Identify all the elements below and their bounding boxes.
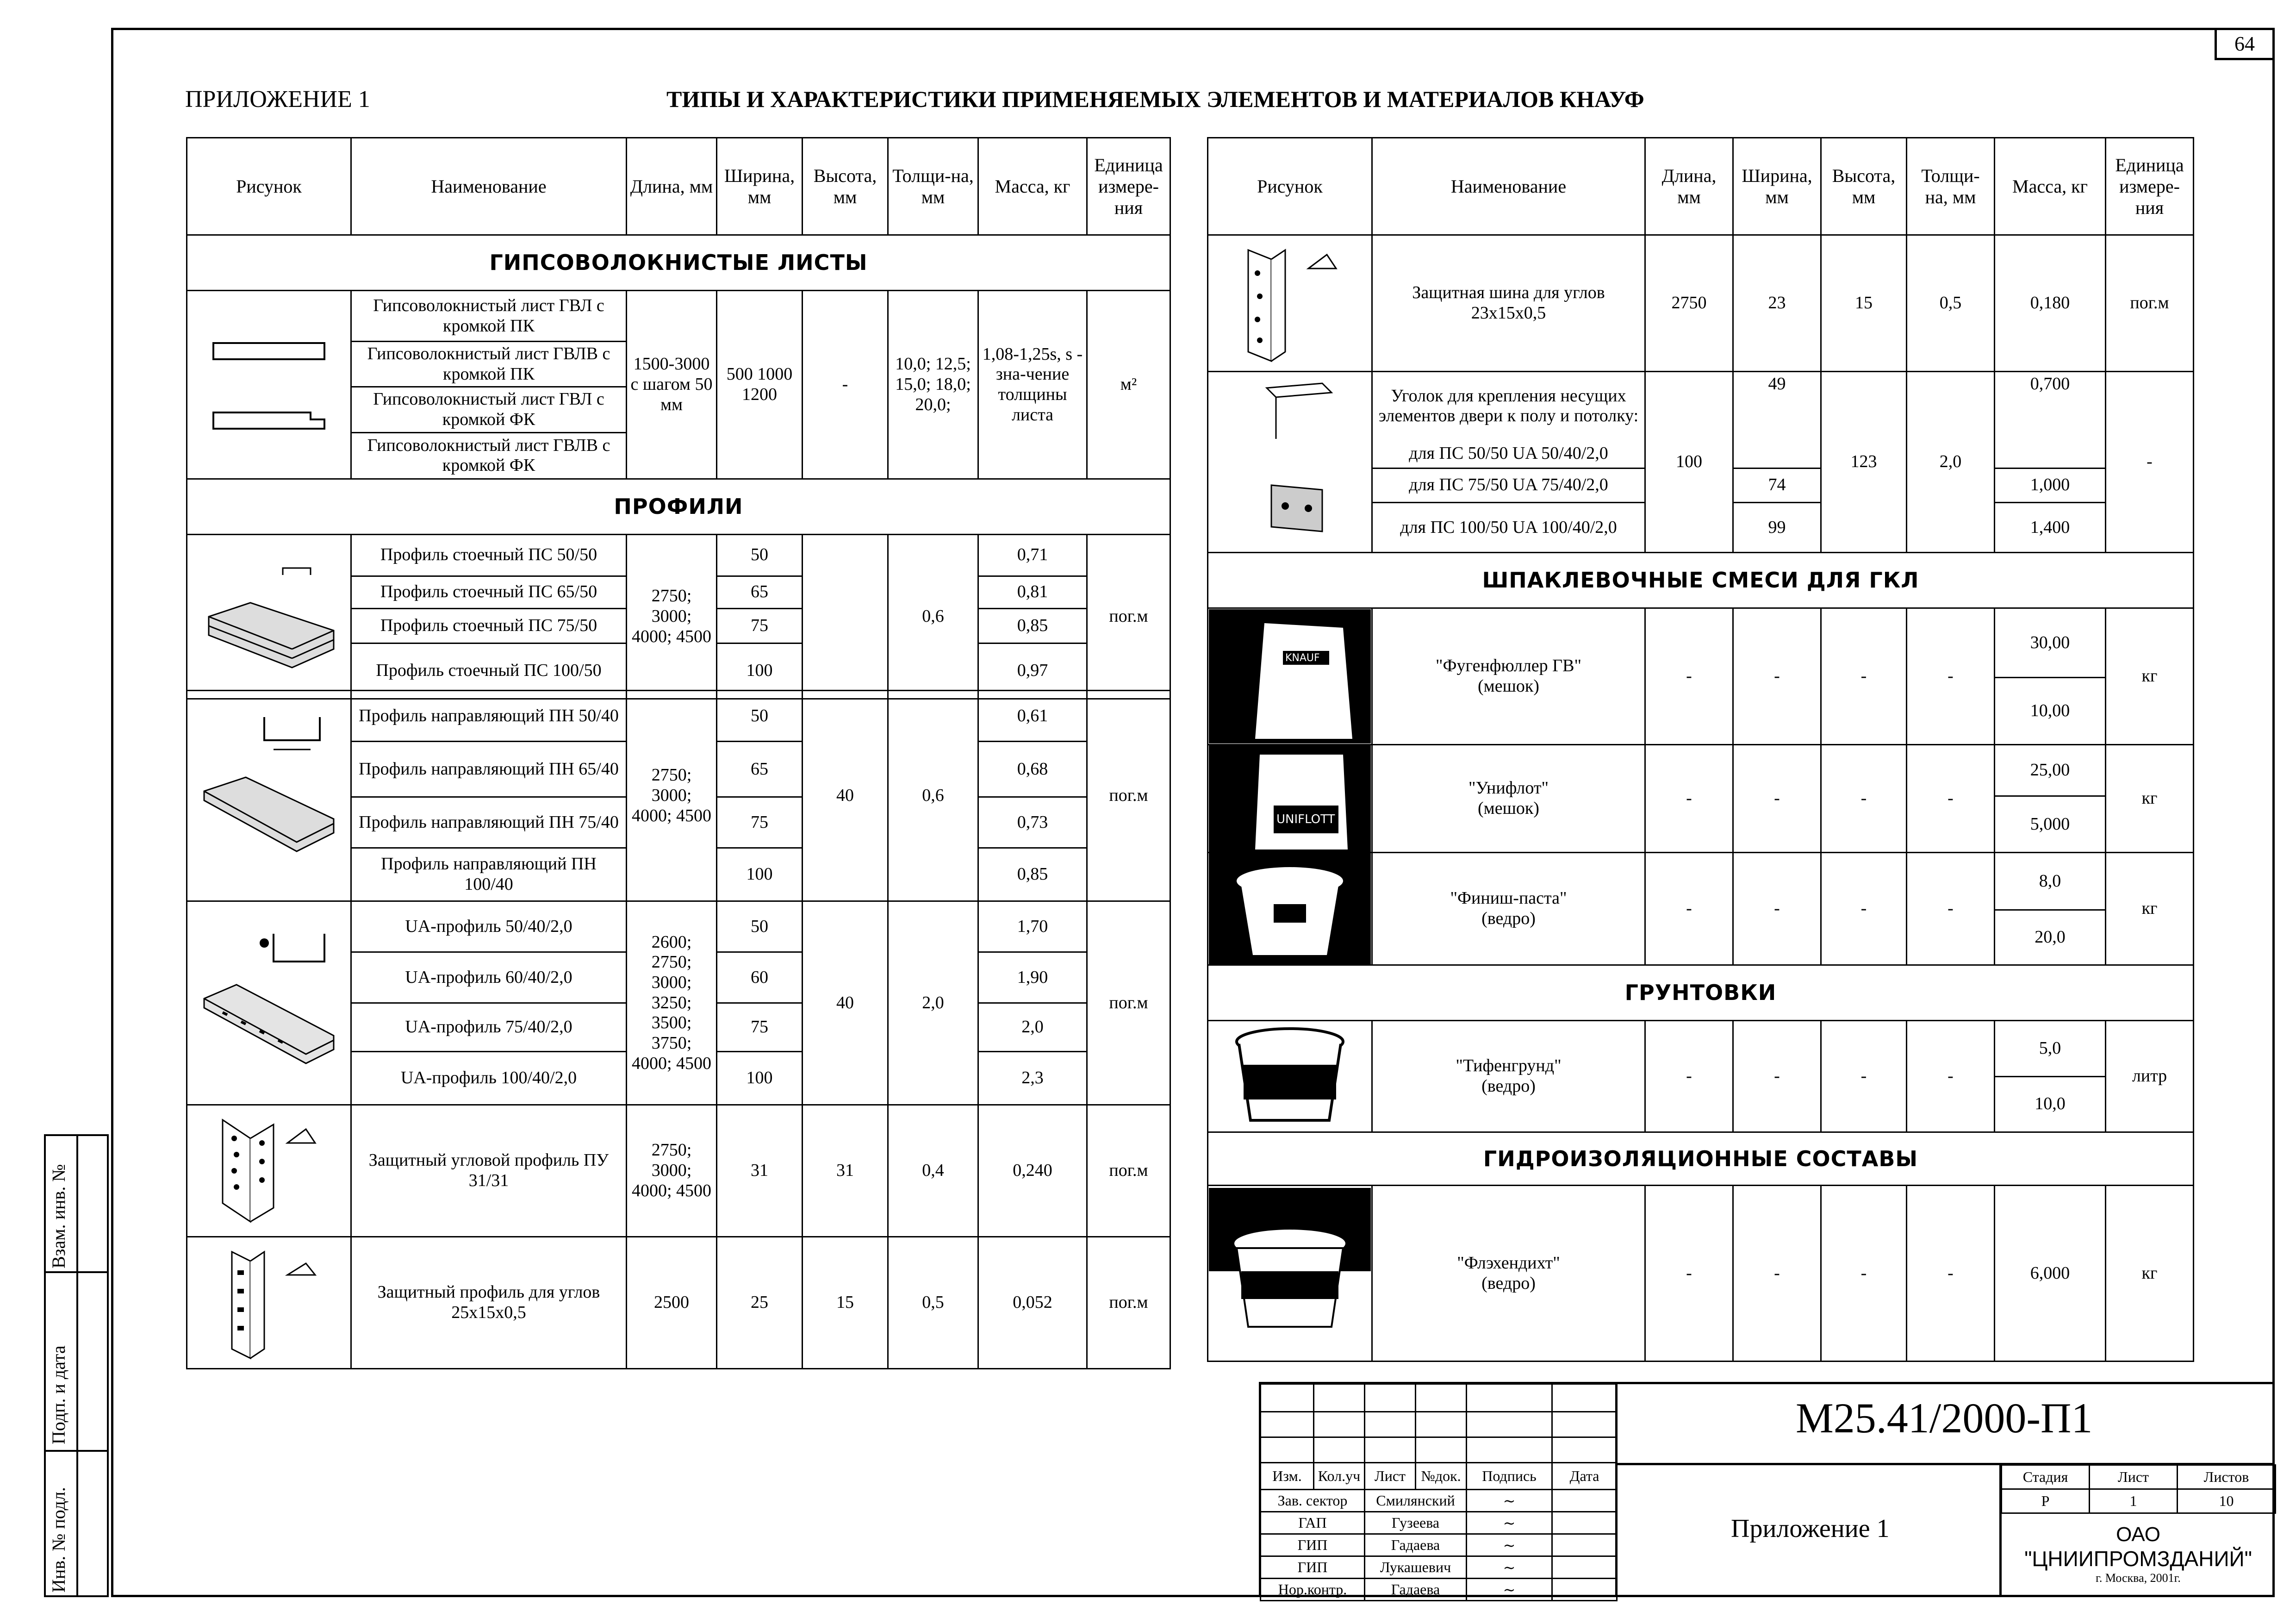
section-putty: ШПАКЛЕВОЧНЫЕ СМЕСИ ДЛЯ ГКЛ (1208, 553, 2194, 608)
signature: ~ (1467, 1579, 1552, 1601)
pn-mass: 0,68 (978, 742, 1087, 797)
sheet-value: 1 (2090, 1489, 2178, 1513)
fugen-mass: 10,00 (1995, 678, 2106, 745)
bracket-icon (1230, 374, 1350, 550)
zp-height: 15 (803, 1237, 888, 1369)
stage-value: Р (2002, 1489, 2090, 1513)
finish-picture (1208, 853, 1372, 965)
sheet-edge-icon (209, 315, 329, 454)
tb-head-sign: Подпись (1467, 1463, 1552, 1490)
tb-head-kol: Кол.уч (1314, 1463, 1365, 1490)
table-row-name: Профиль направляющий ПН 100/40 (351, 848, 627, 901)
shina-width: 23 (1733, 235, 1821, 372)
header-row (187, 138, 1170, 235)
ugolok-unit: - (2106, 372, 2194, 553)
ps-mass: 0,85 (978, 608, 1087, 643)
bucket-icon (1209, 1188, 1371, 1359)
ugolok-length: 100 (1645, 372, 1733, 553)
zp-thickness: 0,5 (888, 1237, 978, 1369)
gvl-height: - (803, 291, 888, 479)
ps-length: 2750; 3000; 4000; 4500 (627, 534, 717, 699)
gvl-length: 1500-3000 с шагом 50 мм (627, 291, 717, 479)
ua-profile-icon (195, 906, 343, 1100)
svg-text:UNIFLOTT: UNIFLOTT (1276, 812, 1335, 826)
col-length: Длина, мм (1645, 138, 1733, 235)
uniflott-mass: 25,00 (1995, 745, 2106, 796)
track-profile-icon (195, 703, 343, 888)
document-title: Приложение 1 (1731, 1514, 1890, 1543)
col-unit: Единица измере-ния (2106, 138, 2194, 235)
page-title: ТИПЫ И ХАРАКТЕРИСТИКИ ПРИМЕНЯЕМЫХ ЭЛЕМЕНТОВ И МАТЕРИАЛОВ КНАУФ (666, 86, 1644, 112)
section-gvl: ГИПСОВОЛОКНИСТЫЕ ЛИСТЫ (187, 235, 1170, 291)
shina-length: 2750 (1645, 235, 1733, 372)
shina-height: 15 (1821, 235, 1907, 372)
stage-grid (2001, 1464, 2276, 1514)
stage-head: Стадия (2002, 1465, 2090, 1489)
sidebar-label-podp: Подп. и дата (48, 1345, 69, 1444)
col-pic: Рисунок (1208, 138, 1372, 235)
col-pic: Рисунок (187, 138, 351, 235)
fugen-mass: 30,00 (1995, 608, 2106, 678)
uniflott-unit: кг (2106, 745, 2194, 853)
tiefengrund-mass: 5,0 (1995, 1021, 2106, 1077)
ps-thickness: 0,6 (888, 534, 978, 699)
ua-thickness: 2,0 (888, 901, 978, 1105)
table-row-name: "Фугенфюллер ГВ" (мешок) (1372, 608, 1645, 745)
col-name: Наименование (351, 138, 627, 235)
ugolok-width: 74 (1733, 468, 1821, 502)
finish-mass: 20,0 (1995, 910, 2106, 965)
org-name: ОАО "ЦНИИПРОМЗДАНИЙ" г. Москва, 2001г. (2024, 1523, 2252, 1585)
ua-mass: 2,3 (978, 1052, 1087, 1105)
sidebar-label-vzam: Взам. инв. № (48, 1164, 69, 1268)
ugolok-thickness: 2,0 (1907, 372, 1995, 553)
ua-height: 40 (803, 901, 888, 1105)
section-profiles: ПРОФИЛИ (187, 479, 1170, 534)
sheets-head: Листов (2178, 1465, 2276, 1489)
ua-unit: пог.м (1087, 901, 1170, 1105)
ua-mass: 1,70 (978, 901, 1087, 952)
table-row-name: Профиль стоечный ПС 65/50 (351, 576, 627, 608)
signature: ~ (1467, 1556, 1552, 1579)
pu-mass: 0,240 (978, 1105, 1087, 1237)
sidebar-label-inv: Инв. № подл. (48, 1487, 69, 1593)
table-row-name: "Финиш-паста" (ведро) (1372, 853, 1645, 965)
pu-thickness: 0,4 (888, 1105, 978, 1237)
gvl-mass: 1,08-1,25s, s - зна-чение толщины листа (978, 291, 1087, 479)
pn-mass: 0,73 (978, 797, 1087, 848)
table-row-name: для ПС 75/50 UA 75/40/2,0 (1372, 468, 1645, 502)
zp-unit: пог.м (1087, 1237, 1170, 1369)
finish-unit: кг (2106, 853, 2194, 965)
ps-mass: 0,97 (978, 643, 1087, 699)
bucket-icon (1220, 1023, 1359, 1130)
ugolok-picture (1208, 372, 1372, 553)
corner-profile-icon (209, 1111, 329, 1231)
pn-width: 75 (717, 797, 803, 848)
ugolok-height: 123 (1821, 372, 1907, 553)
table-row-name: Профиль направляющий ПН 75/40 (351, 797, 627, 848)
ps-width: 75 (717, 608, 803, 643)
shina-unit: пог.м (2106, 235, 2194, 372)
pn-unit: пог.м (1087, 691, 1170, 901)
ps-width: 100 (717, 643, 803, 699)
tb-head-date: Дата (1552, 1463, 1617, 1490)
bag-icon (1209, 609, 1371, 743)
corner-bead-icon (209, 1243, 329, 1363)
pn-thickness: 0,6 (888, 691, 978, 901)
table-row-name: Гипсоволокнистый лист ГВЛВ с кромкой ПК (351, 342, 627, 387)
pn-picture (187, 691, 351, 901)
tiefengrund-picture (1208, 1021, 1372, 1132)
signatures-grid: Зав. сектор Смилянский ~ ГАП Гузеева ~ ГИП Гадаева ~ ГИП Лукашевич ~ Нор.контр. Гадаева ~ (1260, 1489, 1618, 1601)
ugolok-mass: 1,000 (1995, 468, 2106, 502)
table-row-name: UA-профиль 50/40/2,0 (351, 901, 627, 952)
zp-mass: 0,052 (978, 1237, 1087, 1369)
pu-picture (187, 1105, 351, 1237)
left-table-lower (186, 690, 1171, 1369)
signature: ~ (1467, 1534, 1552, 1556)
page-number: 64 (2215, 28, 2275, 60)
col-width: Ширина, мм (717, 138, 803, 235)
finish-mass: 8,0 (1995, 853, 2106, 910)
pu-height: 31 (803, 1105, 888, 1237)
signature: ~ (1467, 1490, 1552, 1512)
shina-mass: 0,180 (1995, 235, 2106, 372)
bag-icon (1209, 745, 1371, 852)
col-mass: Масса, кг (1995, 138, 2106, 235)
table-row-name: Профиль стоечный ПС 100/50 (351, 643, 627, 699)
col-mass: Масса, кг (978, 138, 1087, 235)
table-row-name: Профиль направляющий ПН 50/40 (351, 691, 627, 742)
sheets-value: 10 (2178, 1489, 2276, 1513)
col-width: Ширина, мм (1733, 138, 1821, 235)
tb-head-doc: №док. (1416, 1463, 1467, 1490)
table-row-name: UA-профиль 100/40/2,0 (351, 1052, 627, 1105)
pn-width: 100 (717, 848, 803, 901)
ua-length: 2600; 2750; 3000; 3250; 3500; 3750; 4000; 4500 (627, 901, 717, 1105)
col-thickness: Толщи-на, мм (1907, 138, 1995, 235)
pn-height: 40 (803, 691, 888, 901)
ua-width: 75 (717, 1003, 803, 1052)
gvl-width: 500 1000 1200 (717, 291, 803, 479)
table-row-name: "Тифенгрунд" (ведро) (1372, 1021, 1645, 1132)
fugen-picture (1208, 608, 1372, 745)
appendix-label: ПРИЛОЖЕНИЕ 1 (185, 86, 370, 112)
table-row-name: Профиль стоечный ПС 50/50 (351, 534, 627, 576)
ugolok-width: 49 (1733, 372, 1821, 468)
svg-text:KNAUF: KNAUF (1285, 652, 1320, 664)
ps-width: 65 (717, 576, 803, 608)
table-row-name: UA-профиль 60/40/2,0 (351, 952, 627, 1003)
header-row (1208, 138, 2194, 235)
flaechendicht-unit: кг (2106, 1186, 2194, 1362)
table-row-name: Защитная шина для углов 23x15x0,5 (1372, 235, 1645, 372)
col-length: Длина, мм (627, 138, 717, 235)
gvl-picture (187, 291, 351, 479)
col-height: Высота, мм (1821, 138, 1907, 235)
left-table (186, 137, 1171, 700)
table-row-name: "Унифлот" (мешок) (1372, 745, 1645, 853)
gvl-thickness: 10,0; 12,5; 15,0; 18,0; 20,0; (888, 291, 978, 479)
zp-width: 25 (717, 1237, 803, 1369)
ua-picture (187, 901, 351, 1105)
ps-mass: 0,71 (978, 534, 1087, 576)
ps-mass: 0,81 (978, 576, 1087, 608)
revision-grid (1260, 1383, 1618, 1490)
pn-mass: 0,61 (978, 691, 1087, 742)
ps-pn-ua-height-cell (803, 534, 888, 699)
ps-picture (187, 534, 351, 699)
shina-picture (1208, 235, 1372, 372)
sheet-head: Лист (2090, 1465, 2178, 1489)
table-row-name: Защитный профиль для углов 25x15x0,5 (351, 1237, 627, 1369)
ugolok-width: 99 (1733, 502, 1821, 552)
table-row-name: для ПС 100/50 UA 100/40/2,0 (1372, 502, 1645, 552)
ua-width: 50 (717, 901, 803, 952)
ua-mass: 2,0 (978, 1003, 1087, 1052)
table-row-name: Гипсоволокнистый лист ГВЛ с кромкой ПК (351, 291, 627, 342)
table-row-name: Защитный угловой профиль ПУ 31/31 (351, 1105, 627, 1237)
tb-head-izm: Изм. (1261, 1463, 1314, 1490)
col-height: Высота, мм (803, 138, 888, 235)
section-waterproofing: ГИДРОИЗОЛЯЦИОННЫЕ СОСТАВЫ (1208, 1132, 2194, 1186)
table-row-name: Профиль стоечный ПС 75/50 (351, 608, 627, 643)
pn-length: 2750; 3000; 4000; 4500 (627, 691, 717, 901)
zp-length: 2500 (627, 1237, 717, 1369)
pu-width: 31 (717, 1105, 803, 1237)
pn-mass: 0,85 (978, 848, 1087, 901)
zp-picture (187, 1237, 351, 1369)
pu-length: 2750; 3000; 4000; 4500 (627, 1105, 717, 1237)
ugolok-mass: 1,400 (1995, 502, 2106, 552)
col-thickness: Толщи-на, мм (888, 138, 978, 235)
pn-width: 50 (717, 691, 803, 742)
ps-unit: пог.м (1087, 534, 1170, 699)
tb-head-list: Лист (1365, 1463, 1416, 1490)
pn-width: 65 (717, 742, 803, 797)
ua-width: 100 (717, 1052, 803, 1105)
col-name: Наименование (1372, 138, 1645, 235)
signature: ~ (1467, 1512, 1552, 1534)
gvl-unit: м² (1087, 291, 1170, 479)
document-code: М25.41/2000-П1 (1796, 1394, 2093, 1442)
fugen-unit: кг (2106, 608, 2194, 745)
uniflott-mass: 5,000 (1995, 796, 2106, 853)
bucket-icon (1209, 853, 1371, 964)
ua-width: 60 (717, 952, 803, 1003)
table-row-name: "Флэхендихт" (ведро) (1372, 1186, 1645, 1362)
flaechendicht-picture (1208, 1186, 1372, 1362)
right-table: Рисунок Наименование Длина, мм Ширина, мм Высота, мм Толщи-на, мм Масса, кг Единица измере-ния Защитная шина для углов 23x15x0,5 2750 23 15 0,5 0,180 пог.м Уголок для крепления несущих элементов двери к полу и потолку: 100 49 123 2,0 0,700 - для ПС 50/50 UA 50/40/2,0 для ПС 75/50 UA 75/40/2,0 74 1,000 для ПС 100/50 UA 100/40/2,0 99 1,400 ШПАКЛЕВОЧНЫЕ СМЕСИ ДЛЯ ГКЛ KNAUF "Фугенфюллер ГВ" (мешок) - - - - 30,00 кг 10,00 UNIFLOTT "Унифлот" (мешок) - - - - 25,00 кг 5,000 "Финиш-паста" (ведро) - - - - 8,0 кг 20,0 ГРУНТОВКИ "Тифенгрунд" (ведро) - - - - 5,0 литр 10,0 ГИДРОИЗОЛЯЦИОННЫЕ СОСТАВЫ "Флэхендихт" (ведро) - - - - 6,000 кг (1207, 137, 2194, 1362)
binding-sidebar (44, 1134, 109, 1597)
table-row-name: Гипсоволокнистый лист ГВЛ с кромкой ФК (351, 387, 627, 432)
section-primers: ГРУНТОВКИ (1208, 965, 2194, 1021)
angle-bead-icon (1230, 241, 1350, 366)
tiefengrund-mass: 10,0 (1995, 1076, 2106, 1132)
col-unit: Единица измере-ния (1087, 138, 1170, 235)
ugolok-mass: 0,700 (1995, 372, 2106, 468)
ua-mass: 1,90 (978, 952, 1087, 1003)
table-row-name: Профиль направляющий ПН 65/40 (351, 742, 627, 797)
table-row-name: для ПС 50/50 UA 50/40/2,0 (1372, 440, 1645, 468)
ugolok-title: Уголок для крепления несущих элементов двери к полу и потолку: (1372, 372, 1645, 440)
tiefengrund-unit: литр (2106, 1021, 2194, 1132)
ps-width: 50 (717, 534, 803, 576)
table-row-name: UA-профиль 75/40/2,0 (351, 1003, 627, 1052)
shina-thickness: 0,5 (1907, 235, 1995, 372)
flaechendicht-mass: 6,000 (1995, 1186, 2106, 1362)
uniflott-picture (1208, 745, 1372, 853)
table-row-name: Гипсоволокнистый лист ГВЛВ с кромкой ФК (351, 432, 627, 479)
pu-unit: пог.м (1087, 1105, 1170, 1237)
stud-profile-icon (195, 543, 343, 691)
